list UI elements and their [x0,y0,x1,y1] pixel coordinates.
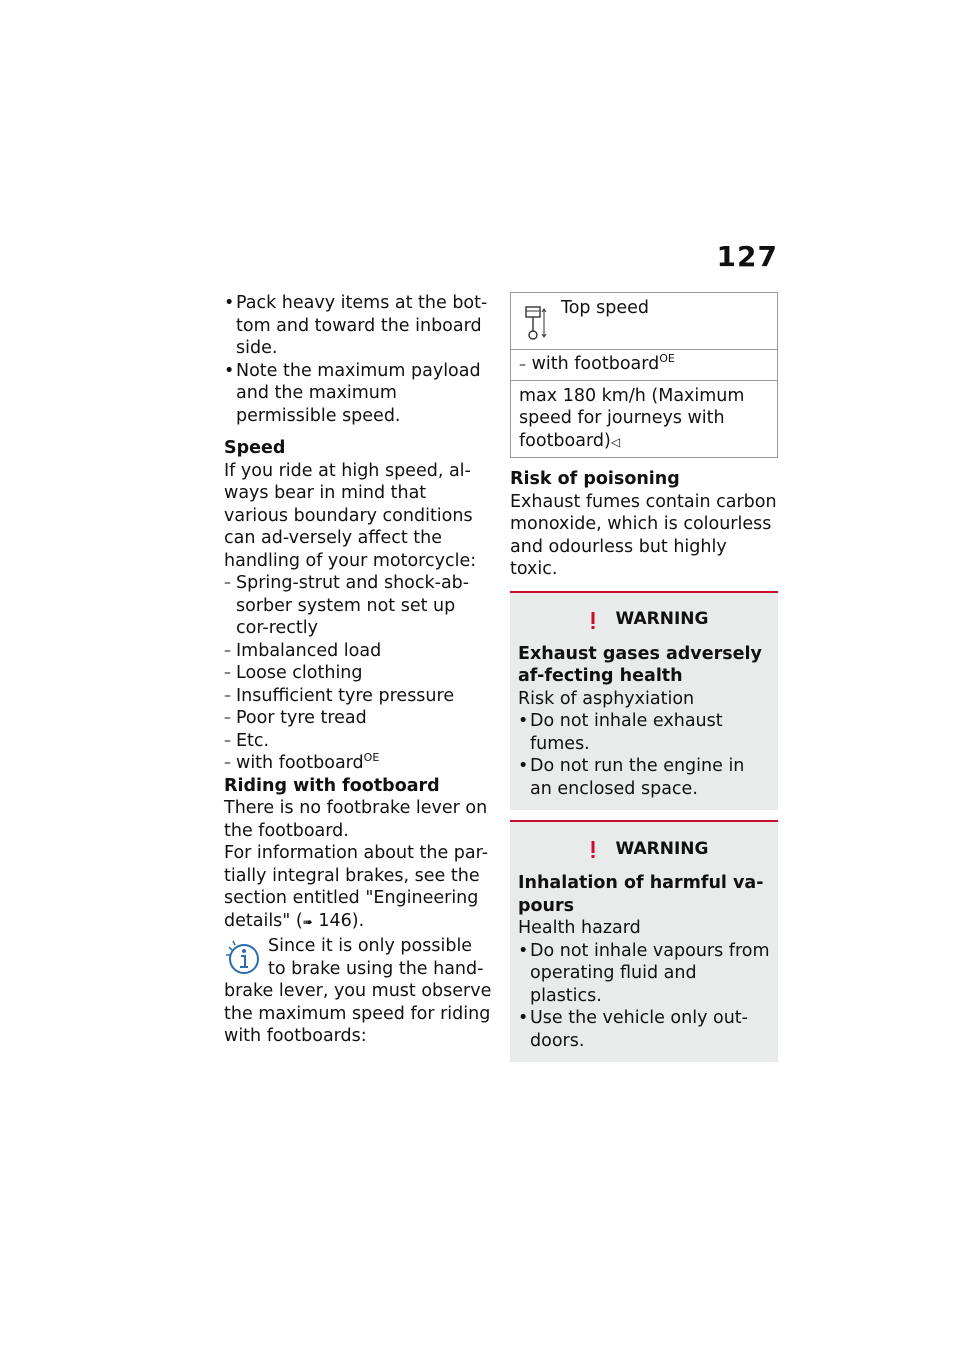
warning-icon [580,607,606,633]
list-item: • Do not inhale exhaust fumes. [518,710,770,755]
list-item: – Imbalanced load [224,640,492,663]
piston-icon [523,305,547,341]
spec-value [511,381,777,458]
list-item: – Loose clothing [224,662,492,685]
footboard-label: with footboard [236,753,364,773]
speed-text: If you ride at high speed, al-ways bear in mind that various boundary conditions can ad-versely affect the handling of your motorcycle: [224,460,477,571]
warning-box-exhaust [510,591,778,811]
poison-text: Exhaust fumes contain carbon monoxide, which is colourless and odourless but highly toxic. [510,491,777,579]
warning-box-vapours [510,820,778,1062]
page-number: 127 [716,240,778,273]
warning-heading: Inhalation of harmful va-pours [518,873,764,916]
warning-title [518,607,770,633]
end-mark-icon: ◁ [610,434,621,449]
warning-risk: Risk of asphyxiation [518,688,695,709]
top-speed-table [510,292,778,458]
spec-header [511,293,777,350]
warning-items [518,940,770,1053]
warning-heading: Exhaust gases adversely af-fecting health [518,643,762,686]
list-item: – Poor tyre tread [224,707,492,730]
list-item [224,752,492,775]
list-item: – Spring-strut and shock-ab-sorber system not set up cor-rectly [224,572,492,640]
list-item: • Use the vehicle only out-doors. [518,1007,770,1052]
speed-heading: Speed [224,438,286,458]
riding-heading: Riding with footboard [224,775,440,796]
option-badge: OE [363,751,380,765]
warning-label: WARNING [615,609,709,630]
spec-value-text: max 180 km/h (Maximum speed for journeys with footboard) [519,385,745,451]
option-badge: OE [659,352,675,366]
info-icon [224,937,264,977]
page-reference-arrow-icon[interactable]: ➠ [302,914,313,929]
poison-heading: Risk of poisoning [510,469,680,489]
left-column [224,292,492,1048]
reference-text: For information about the par-tially integral brakes, see the section entitled "Engineering details" ( [224,843,489,931]
spec-condition-label: with footboard [531,354,660,374]
riding-reference-text [224,842,492,933]
warning-items [518,710,770,800]
list-item: • Note the maximum payload and the maximum permissible speed. [224,360,492,428]
conditions-list [224,572,492,752]
spec-condition [511,350,777,381]
dash-icon: – [519,357,526,373]
list-item: • Do not inhale vapours from operating fluid and plastics. [518,940,770,1008]
warning-risk: Health hazard [518,918,641,938]
info-text: Since it is only possible to brake using the hand-brake lever, you must observe the maximum speed for riding with footboards: [224,936,492,1046]
right-column [510,292,778,1062]
info-note [224,935,492,1048]
spec-title: Top speed [561,298,649,318]
list-item: – Etc. [224,730,492,753]
warning-title [518,836,770,862]
page-reference[interactable]: 146). [312,910,365,931]
warning-label: WARNING [615,838,709,859]
list-item: – Insufficient tyre pressure [224,685,492,708]
list-item: • Pack heavy items at the bot-tom and toward the inboard side. [224,292,492,360]
list-item: • Do not run the engine in an enclosed space. [518,755,770,800]
riding-text: There is no footbrake lever on the footboard. [224,798,488,841]
warning-icon [580,836,606,862]
footboard-option [224,752,492,775]
packing-bullets [224,292,492,427]
